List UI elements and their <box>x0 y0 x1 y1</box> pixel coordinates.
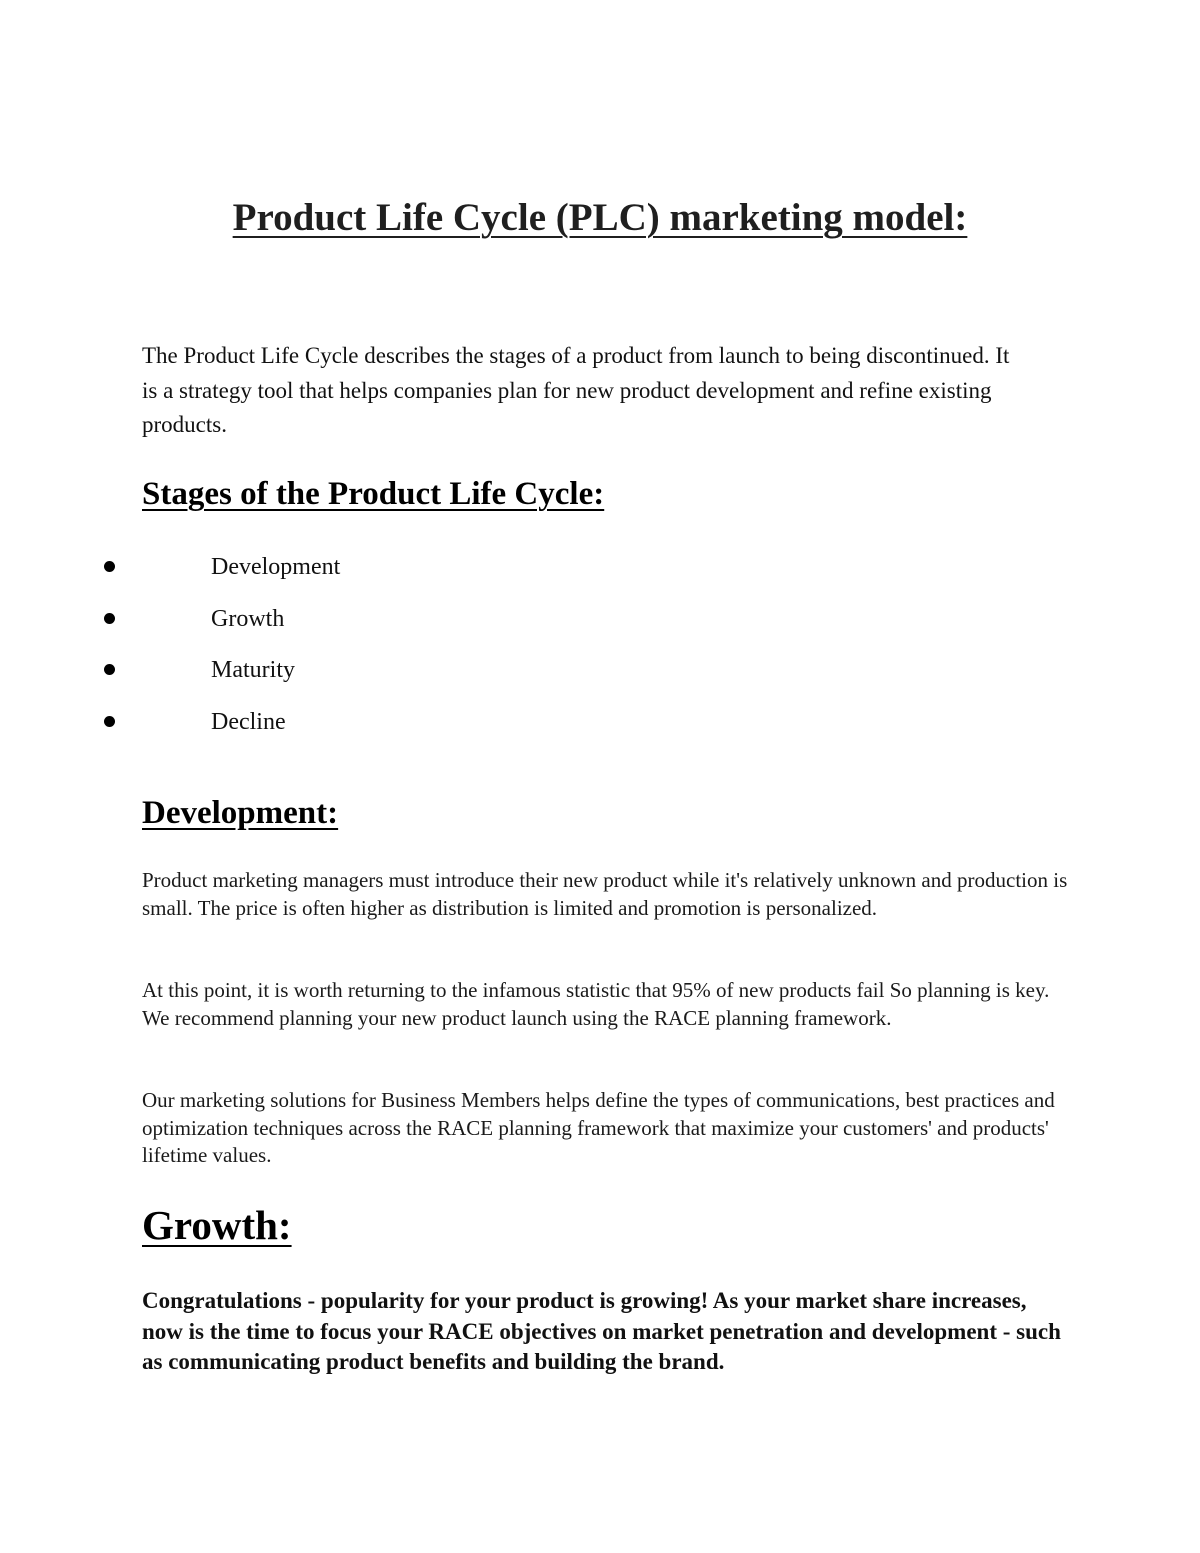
bullet-icon <box>104 664 115 675</box>
bullet-icon <box>104 716 115 727</box>
growth-paragraph: Congratulations - popularity for your product is growing! As your market share increases, now is the time to focus your RACE objectives on market penetration and development - such as communicating product benefits and building the brand. <box>142 1288 1061 1374</box>
development-paragraph: Product marketing managers must introduce their new product while it's relatively unknown and production is small. The price is often higher as distribution is limited and promotion is personalized. <box>142 868 1068 920</box>
growth-heading: Growth: <box>142 1202 292 1248</box>
list-item <box>0 549 600 601</box>
stage-label: Decline <box>211 708 286 735</box>
stage-label: Growth <box>211 605 285 632</box>
stage-label: Development <box>211 554 341 580</box>
development-heading: Development: <box>142 795 339 831</box>
stages-heading: Stages of the Product Life Cycle: <box>142 476 605 512</box>
development-paragraph: Our marketing solutions for Business Members helps define the types of communications, best practices and optimization techniques across the RACE planning framework that maximize your customers' and products' lifetime values. <box>142 1088 1055 1167</box>
document-title: Product Life Cycle (PLC) marketing model: <box>232 196 968 239</box>
list-item <box>0 704 600 756</box>
bullet-icon <box>104 561 115 572</box>
stage-label: Maturity <box>211 657 295 683</box>
list-item <box>0 601 600 653</box>
list-item <box>0 652 600 704</box>
development-paragraph: At this point, it is worth returning to the infamous statistic that 95% of new products fail So planning is key. We recommend planning your new product launch using the RACE planning framework. <box>142 978 1050 1030</box>
stages-list <box>0 549 600 755</box>
bullet-icon <box>104 613 115 624</box>
intro-paragraph: The Product Life Cycle describes the stages of a product from launch to being discontinued. It is a strategy tool that helps companies plan for new product development and refine existing products. <box>142 343 1010 437</box>
